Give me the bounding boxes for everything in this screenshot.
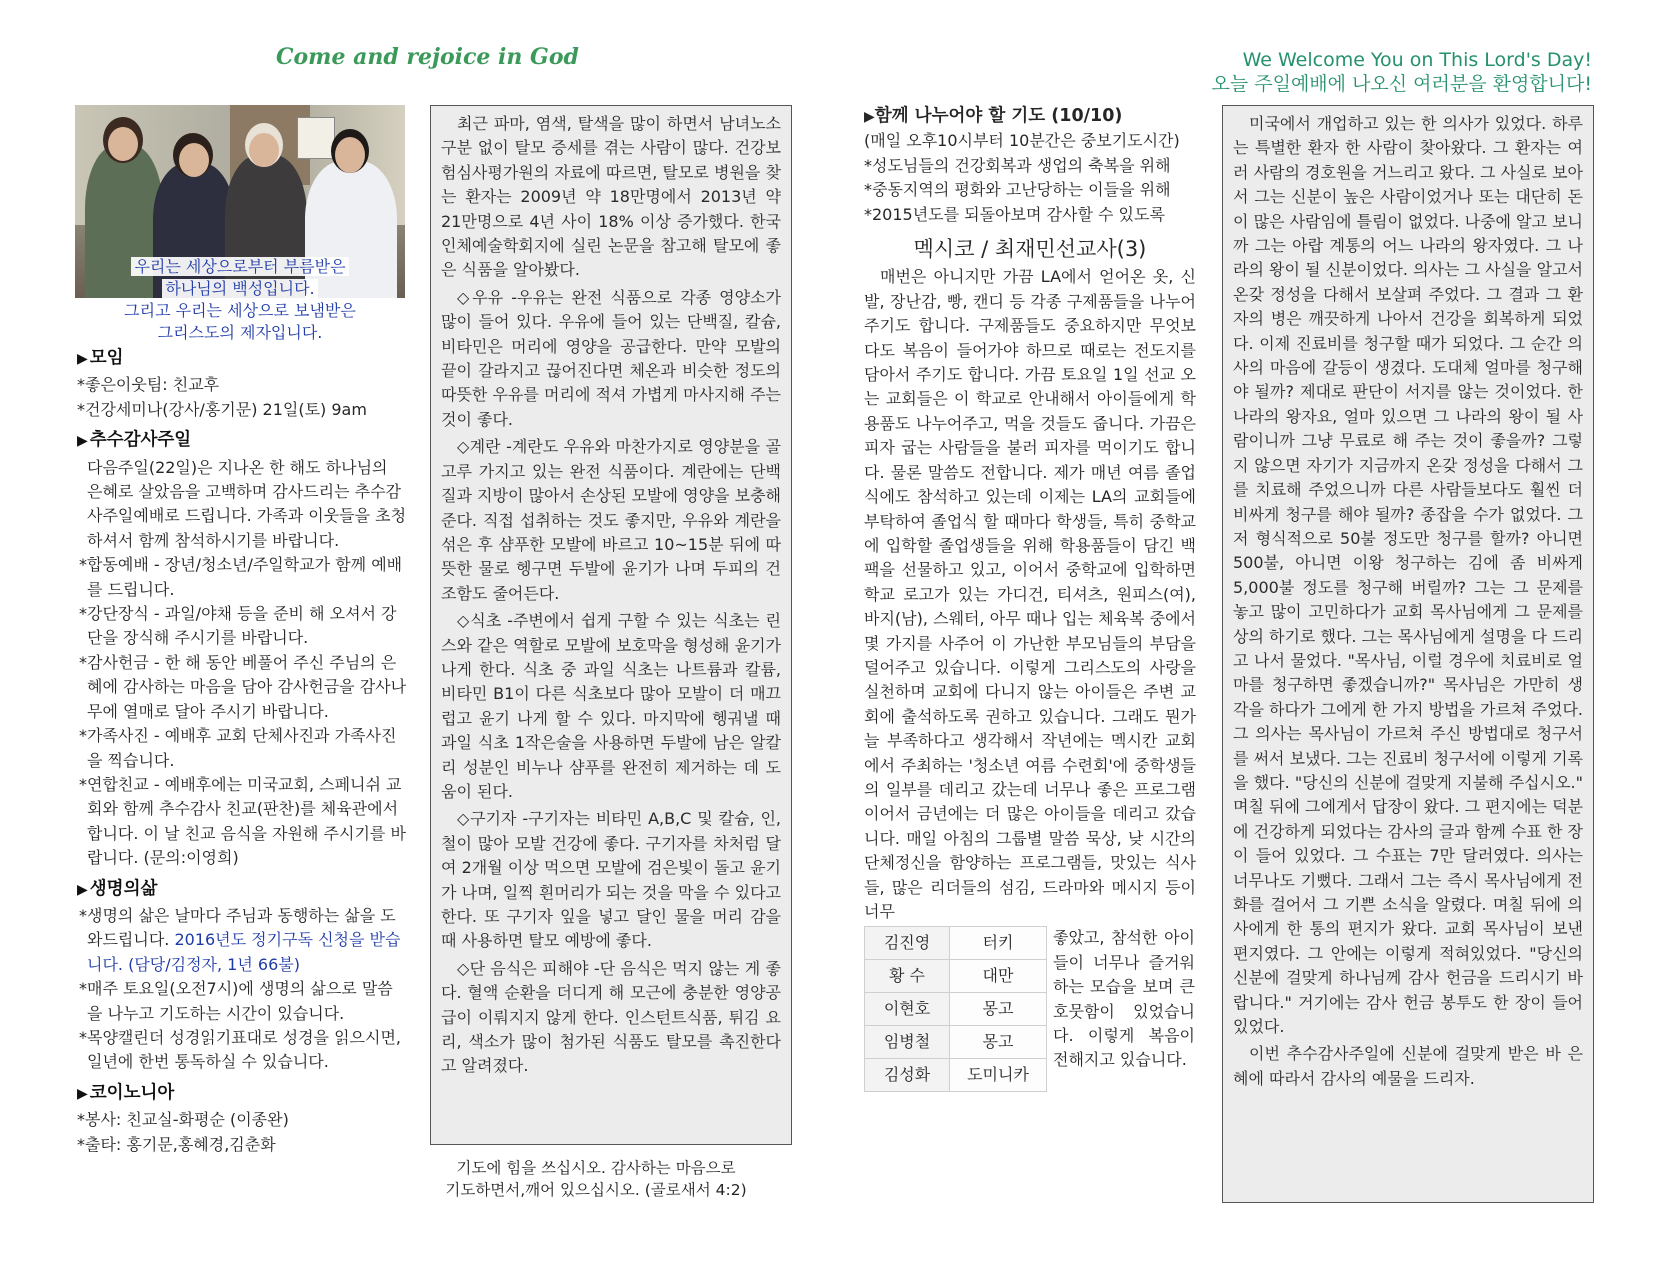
section-title-life: ▶ 생명의삶	[77, 877, 407, 902]
list-item: *성도님들의 건강회복과 생업의 축복을 위해	[864, 155, 1171, 175]
table-row: 김성화 도미니카	[865, 1059, 1047, 1092]
list-item: *목양캘린더 성경읽기표대로 성경을 읽으시면, 일년에 한번 통독하실 수 있습니다.	[79, 1027, 402, 1072]
hair-health-article: 최근 파마, 염색, 탈색을 많이 하면서 남녀노소 구분 없이 탈모 증세를 겪는 사람이 많다. 건강보험심사평가원의 자료에 따르면, 탈모로 병원을 찾는 환자는 2009년 약 18만명에서 2013년 약 21만명으로 4년 사이 18% 이상 증가했다. 한국인체예술학회지에 실린 논문을 참고해 탈모에 좋은 식품을 알아봤다. ◇우유 -우유는 완전 식품으로 각종 영양소가 많이 들어 있다. 우유에 들어 있는 단백질, 칼슘, 비타민은 머리에 영양을 공급한다. 만약 모발의 끝이 갈라지고 끊어진다면 체온과 비슷한 정도의 따뜻한 우유를 머리에 적셔 가볍게 마사지해 주는 것이 좋다. ◇계란 -계란도 우유와 마찬가지로 영양분을 골고루 가지고 있는 완전 식품이다. 계란에는 단백질과 지방이 많아서 손상된 모발에 영양을 보충해준다. 직접 섭취하는 것도 좋지만, 우유와 계란을 섞은 후 샴푸한 모발에 바르고 10~15분 뒤에 따뜻한 물로 헹구면 두발에 윤기가 나며 두피의 건조함도 줄어든다. ◇식초 -주변에서 쉽게 구할 수 있는 식초는 린스와 같은 역할로 모발에 보호막을 형성해 윤기가 나게 한다. 식초 중 과일 식초는 나트륨과 칼륨, 비타민 B1이 다른 식초보다 많아 모발이 더 매끄럽고 윤기 나게 할 수 있다. 마지막에 헹궈낼 때 과일 식초 1작은술을 사용하면 두발에 남은 알칼리 성분인 비누나 샴푸를 완전히 제거하는 데 도움이 된다. ◇구기자 -구기자는 비타민 A,B,C 및 칼슘, 인, 철이 많아 모발 건강에 좋다. 구기자를 차처럼 달여 2개월 이상 먹으면 모발에 검은빛이 돌고 윤기가 나며, 일찍 흰머리가 되는 것을 막을 수 있다고 한다. 또 구기자 잎을 넣고 달인 물을 머리 감을 때 사용하면 탈모 예방에 좋다. ◇단 음식은 피해야 -단 음식은 먹지 않는 게 좋다. 혈액 순환을 더디게 해 모근에 충분한 영양공급이 이뤄지지 않게 한다. 인스턴트식품, 튀김 요리, 색소가 많이 첨가된 식품도 탈모를 촉진한다고 알려졌다.	[430, 105, 792, 1145]
list-item: *강단장식 - 과일/야채 등을 준비 해 오셔서 강단을 장식해 주시기를 바랍니다.	[79, 604, 397, 648]
thanksgiving-intro: 다음주일(22일)은 지나온 한 해도 하나님의 은혜로 살았음을 고백하며 감사드리는 추수감사주일예배로 드립니다. 가족과 이웃들을 초청하셔서 함께 참석하시기를 바랍니다.	[87, 457, 407, 550]
prayer-note: (매일 오후10시부터 10분간은 중보기도시간)	[864, 131, 1180, 151]
list-item: *2015년도를 되돌아보며 감사할 수 있도록	[864, 204, 1165, 224]
announcements-column	[77, 340, 407, 1157]
list-item: *매주 토요일(오전7시)에 생명의 삶으로 말씀을 나누고 기도하는 시간이 있습니다.	[79, 979, 393, 1023]
table-row: 황 수 대만	[865, 960, 1047, 993]
mission-body-tail: 좋았고, 참석한 아이들이 너무나 즐거워하는 모습을 보며 큰 호뭇함이 있었습니다. 이렇게 복음이 전해지고 있습니다.	[1053, 928, 1195, 1070]
list-item: *합동예배 - 장년/청소년/주일학교가 함께 예배를 드립니다.	[79, 555, 403, 599]
list-item: *건강세미나(강사/홍기문) 21일(토) 9am	[77, 399, 367, 419]
story-article: 미국에서 개업하고 있는 한 의사가 있었다. 하루는 특별한 환자 한 사람이 찾아왔다. 그 환자는 여러 사람의 경호원을 거느리고 왔다. 그 사실로 보아서 그는 신분이 높은 사람이었거나 또는 대단히 돈이 많은 사람임에 틀림이 없었다. 나중에 알고 보니까 그는 아랍 계통의 어느 나라의 왕자였다. 그 나라의 왕이 될 신분이었다. 의사는 그 사실을 알고서 온갖 정성을 다해서 보살펴 주었다. 그 결과 그 환자의 병은 깨끗하게 나아서 건강을 회복하게 되었다. 이제 진료비를 청구할 때가 되었다. 그 순간 의사의 마음에 갈등이 생겼다. 도대체 얼마를 청구해야 될까? 제대로 판단이 서지를 않는 것이었다. 한 나라의 왕자요, 얼마 있으면 그 나라의 왕이 될 사람이니까 그냥 무료로 해 주는 것이 좋을까? 그렇지 않으면 자기가 지금까지 온갖 정성을 다해서 그를 치료해 주었으니까 다른 사람들보다도 훨씬 더 비싸게 청구를 해야 될까? 종잡을 수가 없었다. 그저 형식적으로 50불 정도만 청구를 할까? 아니면 500불, 아니면 이왕 청구하는 김에 좀 비싸게 5,000불 정도를 청구해 버릴까? 그는 그 문제를 놓고 많이 고민하다가 교회 목사님에게 그 문제를 상의 하기로 했다. 그는 목사님에게 설명을 다 드리고 나서 물었다. "목사님, 이럴 경우에 치료비로 얼마를 청구하면 좋겠습니까?" 목사님은 가만히 생각을 하다가 그에게 한 가지 방법을 가르쳐 주었다. 그 의사는 목사님이 가르쳐 주신 방법대로 청구서를 써서 보냈다. 그는 진료비 청구서에 이렇게 기록을 했다. "당신의 신분에 걸맞게 지불해 주십시오." 며칠 뒤에 그에게서 답장이 왔다. 그 편지에는 덕분에 건강하게 되었다는 감사의 글과 함께 수표 한 장이 들어 있었다. 그 수표는 7만 달러였다. 의사는 너무나도 기뻤다. 그래서 그는 즉시 목사님에게 전화를 걸어서 그 기쁜 소식을 알렸다. 며칠 뒤에 의사에게 한 통의 편지가 왔다. 교회 목사님이 보낸 편지였다. 그 안에는 이렇게 적혀있었다. "당신의 신분에 걸맞게 하나님께 감사 헌금을 드리시기 바랍니다." 거기에는 감사 헌금 봉투도 한 장이 들어있었다. 이번 추수감사주일에 신분에 걸맞게 받은 바 은혜에 따라서 감사의 예물을 드리자.	[1222, 105, 1594, 1203]
table-row: 임병철 몽고	[865, 1026, 1047, 1059]
list-item: *좋은이웃팀: 친교후	[77, 375, 220, 395]
header-welcome	[1211, 48, 1592, 96]
table-row: 김진영 터키	[865, 927, 1047, 960]
subscription-notice: 2016년도 정기구독 신청을 받습니다. (담당/김정자, 1년 66불)	[87, 930, 401, 974]
section-title-moim: ▶ 모임	[77, 346, 407, 371]
welcome-english: We Welcome You on This Lord's Day!	[1242, 49, 1592, 71]
prayer-title: ▶ 함께 나누어야 할 기도 (10/10)	[864, 104, 1196, 129]
section-title-koinonia: ▶ 코이노니아	[77, 1081, 407, 1106]
list-item: *봉사: 친교실-화평순 (이종완)	[77, 1110, 289, 1130]
bible-verse: 기도에 힘을 쓰십시오. 감사하는 마음으로 기도하면서,깨어 있으십시오. (골로새서 4:2)	[445, 1159, 747, 1199]
table-row: 이현호 몽고	[865, 993, 1047, 1026]
travel-table	[864, 926, 1047, 1092]
list-item: *감사헌금 - 한 해 동안 베풀어 주신 주님의 은혜에 감사하는 마음을 담아 감사헌금을 감사나무에 열매로 달아 주시기 바랍니다.	[79, 652, 407, 721]
list-item: *가족사진 - 예배후 교회 단체사진과 가족사진을 찍습니다.	[79, 726, 397, 770]
list-item: *중동지역의 평화와 고난당하는 이들을 위해	[864, 180, 1171, 200]
list-item: *연합친교 - 예배후에는 미국교회, 스페니쉬 교회와 함께 추수감사 친교(판찬)를 체육관에서 합니다. 이 날 친교 음식을 자원해 주시기를 바랍니다. (문의:이영희)	[79, 774, 406, 868]
mission-body: 매번은 아니지만 가끔 LA에서 얻어온 옷, 신발, 장난감, 빵, 캔디 등 각종 구제품들을 나누어 주기도 합니다. 구제품들도 중요하지만 무엇보다도 복음이 들어가야 하므로 때로는 전도지를 담아서 주기도 합니다. 가끔 토요일 1일 선교 오는 교회들은 이 학교로 안내해서 아이들에게 학용품도 나누어주고, 먹을 것들도 줍니다. 가끔은 피자 굽는 사람들을 불러 피자를 먹이기도 합니다. 물론 말씀도 전합니다. 제가 매년 여름 졸업식에도 참석하고 있는데 이제는 LA의 교회들에 부탁하여 졸업식 할 때마다 학생들, 특히 중학교에 입학할 졸업생들을 위해 학용품들이 담긴 백팩을 선물하고 있고, 이어서 중학교에 입학하면 학교 로고가 있는 가디건, 티셔츠, 원피스(여), 바지(남), 스웨터, 아무 때나 입는 체육복 중에서 몇 가지를 사주어 이 가난한 부모님들의 부담을 덜어주고 있습니다. 이렇게 그리스도의 사랑을 실천하며 교회에 다니지 않는 아이들은 주변 교회에 출석하도록 권하고 있습니다. 그래도 뭔가 늘 부족하다고 생각해서 작년에는 멕시칸 교회에서 주최하는 '청소년 여름 수련회'에 중학생들의 일부를 데리고 갔는데 너무나 좋은 프로그램이어서 금년에는 더 많은 아이들을 데리고 갔습니다. 매일 아침의 그룹별 말씀 묵상, 낮 시간의 단체정신을 함양하는 프로그램들, 맛있는 식사들, 많은 리더들의 섬김, 드라마와 메시지 등이 너무	[864, 267, 1196, 921]
header-slogan: Come and rejoice in God	[276, 44, 579, 70]
list-item: *생명의 삶은 날마다 주님과 동행하는 삶을 도와드립니다. 2016년도 정기구독 신청을 받습니다. (담당/김정자, 1년 66불)	[79, 905, 401, 974]
prayer-mission-column	[864, 104, 1196, 1092]
list-item: *출타: 홍기문,홍혜경,김춘화	[77, 1134, 276, 1154]
section-title-thanksgiving: ▶ 추수감사주일	[77, 428, 407, 453]
photo-caption: 우리는 세상으로부터 부름받은 하나님의 백성입니다. 그리고 우리는 세상으로 보냄받은 그리스도의 제자입니다.	[124, 257, 356, 342]
mission-title: 멕시코 / 최재민선교사(3)	[913, 237, 1147, 262]
welcome-korean: 오늘 주일예배에 나오신 여러분을 환영합니다!	[1211, 73, 1592, 95]
